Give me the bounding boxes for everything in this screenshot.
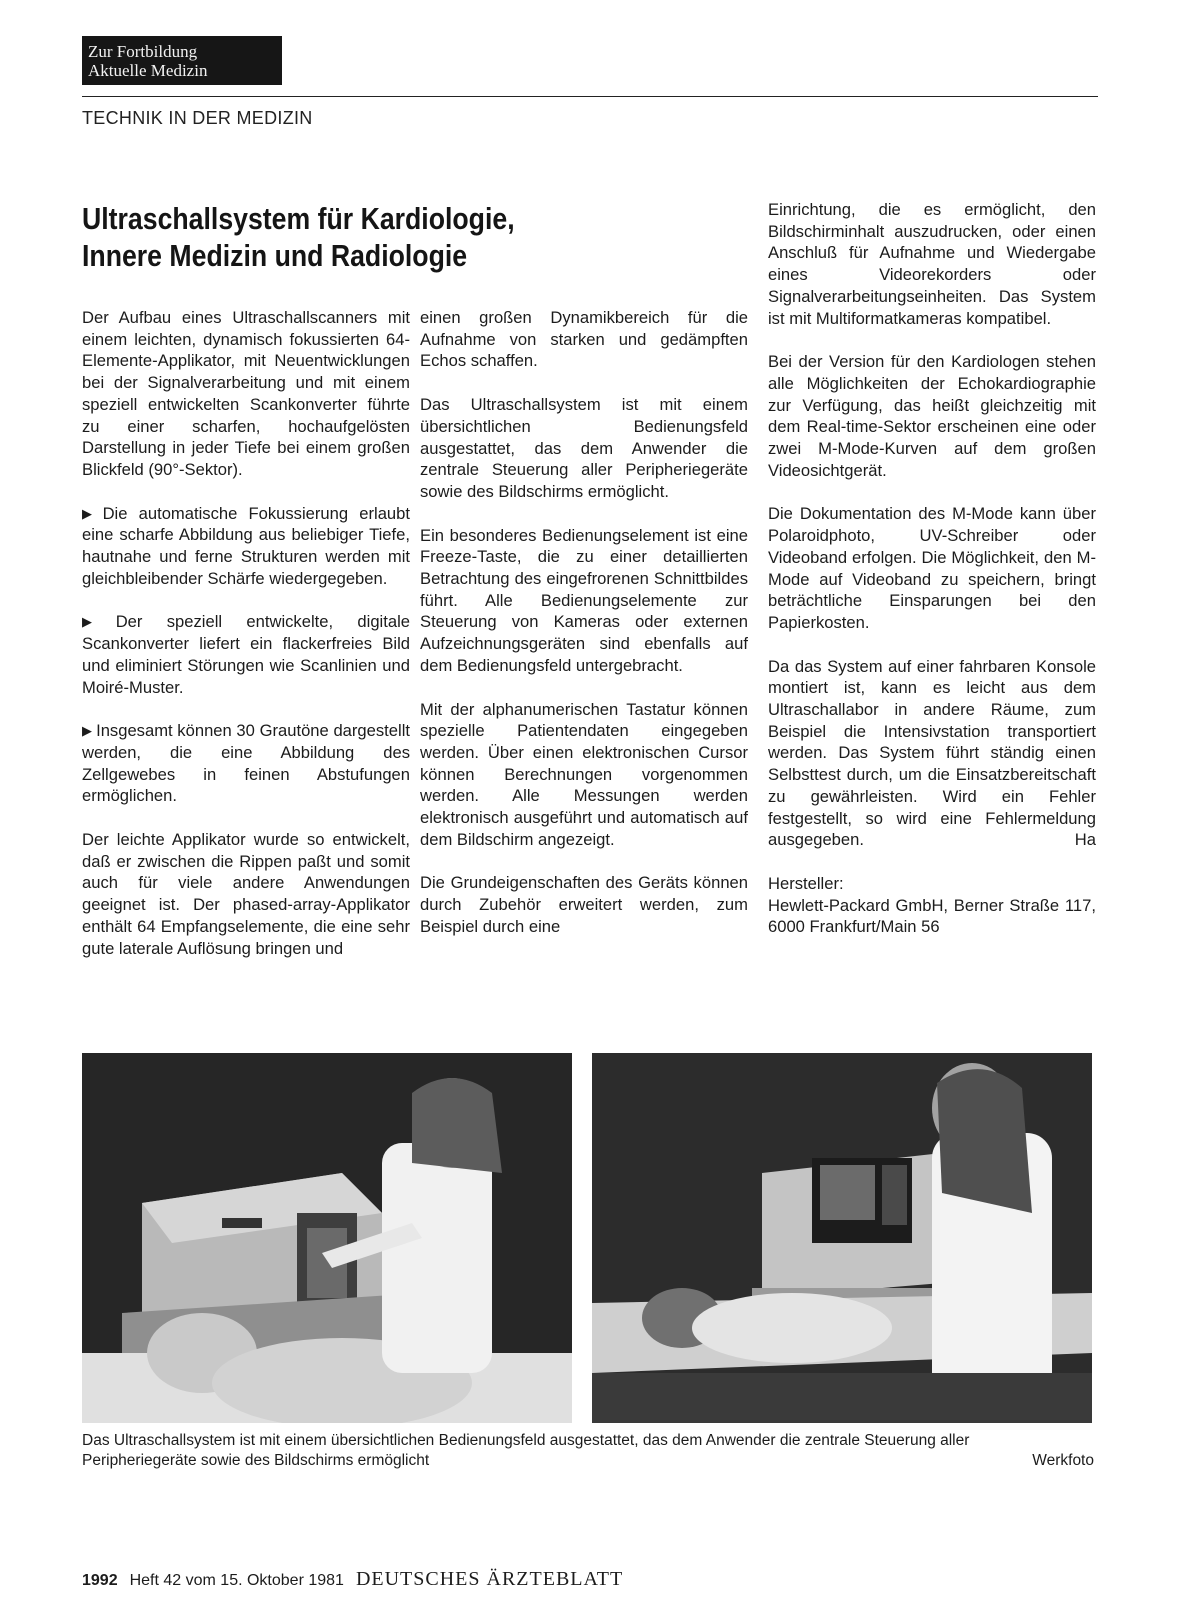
photo-ultrasound-female-patient: [592, 1053, 1092, 1423]
text-column-2: [420, 307, 748, 960]
paragraph: Das Ultraschallsystem ist mit einem übersichtlichen Bedienungsfeld ausgestattet, das dem Anwender die zentrale Steuerung aller Peripheriegeräte sowie des Bildschirms ermöglicht.: [420, 395, 748, 501]
photo-ultrasound-male-patient: [82, 1053, 572, 1423]
manufacturer-block: [768, 873, 1096, 938]
paragraph: einen großen Dynamikbereich für die Aufnahme von starken und gedämpften Echos schaffen.: [420, 308, 748, 371]
bullet-triangle-icon: ▶: [82, 505, 99, 521]
paragraph: Da das System auf einer fahrbaren Konsole montiert ist, kann es leicht aus dem Ultraschallabor in andere Räume, zum Beispiel die Intensivstation transportiert werden. Das System führt ständig einen Selbsttest durch, um die Einsatzbereitschaft zu gewährleisten. Wird ein Fehler festgestellt, so wird eine Fehlermeldung ausgegeben. Ha: [768, 656, 1096, 850]
article-headline: [82, 200, 632, 274]
caption-line-2: Peripheriegeräte sowie des Bildschirms ermöglicht: [82, 1452, 430, 1469]
kicker-line-2: Aktuelle Medizin: [88, 61, 208, 80]
photo-caption: [82, 1431, 1094, 1471]
bullet-triangle-icon: ▶: [82, 614, 112, 630]
caption-line-1: Das Ultraschallsystem ist mit einem übersichtlichen Bedienungsfeld ausgestattet, das dem Anwender die zentrale Steuerung aller: [82, 1432, 970, 1449]
paragraph: ▶ Insgesamt können 30 Grautöne dargestellt werden, die eine Abbildung des Zellgewebes in feinen Abstufungen ermöglichen.: [82, 721, 411, 806]
paragraph: ▶ Der speziell entwickelte, digitale Scankonverter liefert ein flackerfreies Bild und eliminiert Störungen wie Scanlinien und Moiré-Muster.: [82, 612, 410, 697]
paragraph: Der Aufbau eines Ultraschallscanners mit einem leichten, dynamisch fokussierten 64-Elemente-Applikator, mit Neuentwicklungen bei der Signalverarbeitung und mit einem speziell entwickelten Scankonverter führte zu einer scharfen, hochaufgelösten Darstellung in jeder Tiefe bei einem großen Blickfeld (90°-Sektor).: [82, 308, 410, 479]
paragraph: Einrichtung, die es ermöglicht, den Bildschirminhalt auszudrucken, oder einen Anschluß für Aufnahme und Wiedergabe eines Videorekorders oder Signalverarbeitungseinheiten. Das System ist mit Multiformatkameras kompatibel.: [768, 200, 1096, 328]
paragraph: Ein besonderes Bedienungselement ist eine Freeze-Taste, die zu einer detaillierten Betrachtung des eingefrorenen Schnittbildes führt. Alle Bedienungselemente zur Steuerung von Kameras oder externen Aufzeichnungsgeräten sind ebenfalls auf dem Bedienungsfeld untergebracht.: [420, 525, 748, 675]
headline-line-2: Innere Medizin und Radiologie: [82, 238, 468, 273]
journal-name: DEUTSCHES ÄRZTEBLATT: [355, 1568, 624, 1590]
kicker-box: [82, 36, 282, 85]
issue-info: Heft 42 vom 15. Oktober 1981: [129, 1572, 344, 1589]
page-footer: [82, 1568, 623, 1591]
page-number: 1992: [82, 1572, 118, 1589]
text-column-1: [82, 307, 410, 981]
bullet-triangle-icon: ▶: [82, 723, 93, 739]
paragraph: ▶ Die automatische Fokussierung erlaubt eine scharfe Abbildung aus beliebiger Tiefe, hautnahe und ferne Strukturen werden mit gleichbleibender Schärfe wiedergegeben.: [82, 503, 411, 588]
kicker-line-1: Zur Fortbildung: [88, 42, 198, 61]
photo-credit: Werkfoto: [1032, 1452, 1094, 1469]
top-rule: [82, 96, 1098, 97]
text-column-3: [768, 199, 1096, 960]
paragraph: Mit der alphanumerischen Tastatur können spezielle Patientendaten eingegeben werden. Über einen elektronischen Cursor können Berechnungen vorgenommen werden. Alle Messungen werden elektronisch ausgeführt und automatisch auf dem Bildschirm angezeigt.: [420, 699, 748, 849]
manufacturer-label: Hersteller:: [768, 873, 844, 893]
manufacturer-address: Hewlett-Packard GmbH, Berner Straße 117, 6000 Frankfurt/Main 56: [768, 895, 1096, 937]
paragraph: Der leichte Applikator wurde so entwickelt, daß er zwischen die Rippen paßt und somit auch für viele andere Anwendungen geeignet ist. Der phased-array-Applikator enthält 64 Empfangselemente, die eine sehr gute laterale Auflösung bringen und: [82, 830, 410, 958]
author-initials: Ha: [1074, 830, 1096, 850]
headline-line-1: Ultraschallsystem für Kardiologie,: [82, 201, 515, 236]
paragraph: Die Grundeigenschaften des Geräts können durch Zubehör erweitert werden, zum Beispiel durch eine: [420, 873, 748, 936]
paragraph: Die Dokumentation des M-Mode kann über Polaroidphoto, UV-Schreiber oder Videoband erfolgen. Die Möglichkeit, den M-Mode auf Videoband zu speichern, bringt beträchtliche Einsparungen bei den Papierkosten.: [768, 504, 1096, 632]
section-title: TECHNIK IN DER MEDIZIN: [82, 108, 313, 128]
paragraph: Bei der Version für den Kardiologen stehen alle Möglichkeiten der Echokardiographie zur Verfügung, das heißt gleichzeitig mit dem Real-time-Sektor erscheinen eine oder zwei M-Mode-Kurven auf dem großen Videosichtgerät.: [768, 352, 1096, 480]
